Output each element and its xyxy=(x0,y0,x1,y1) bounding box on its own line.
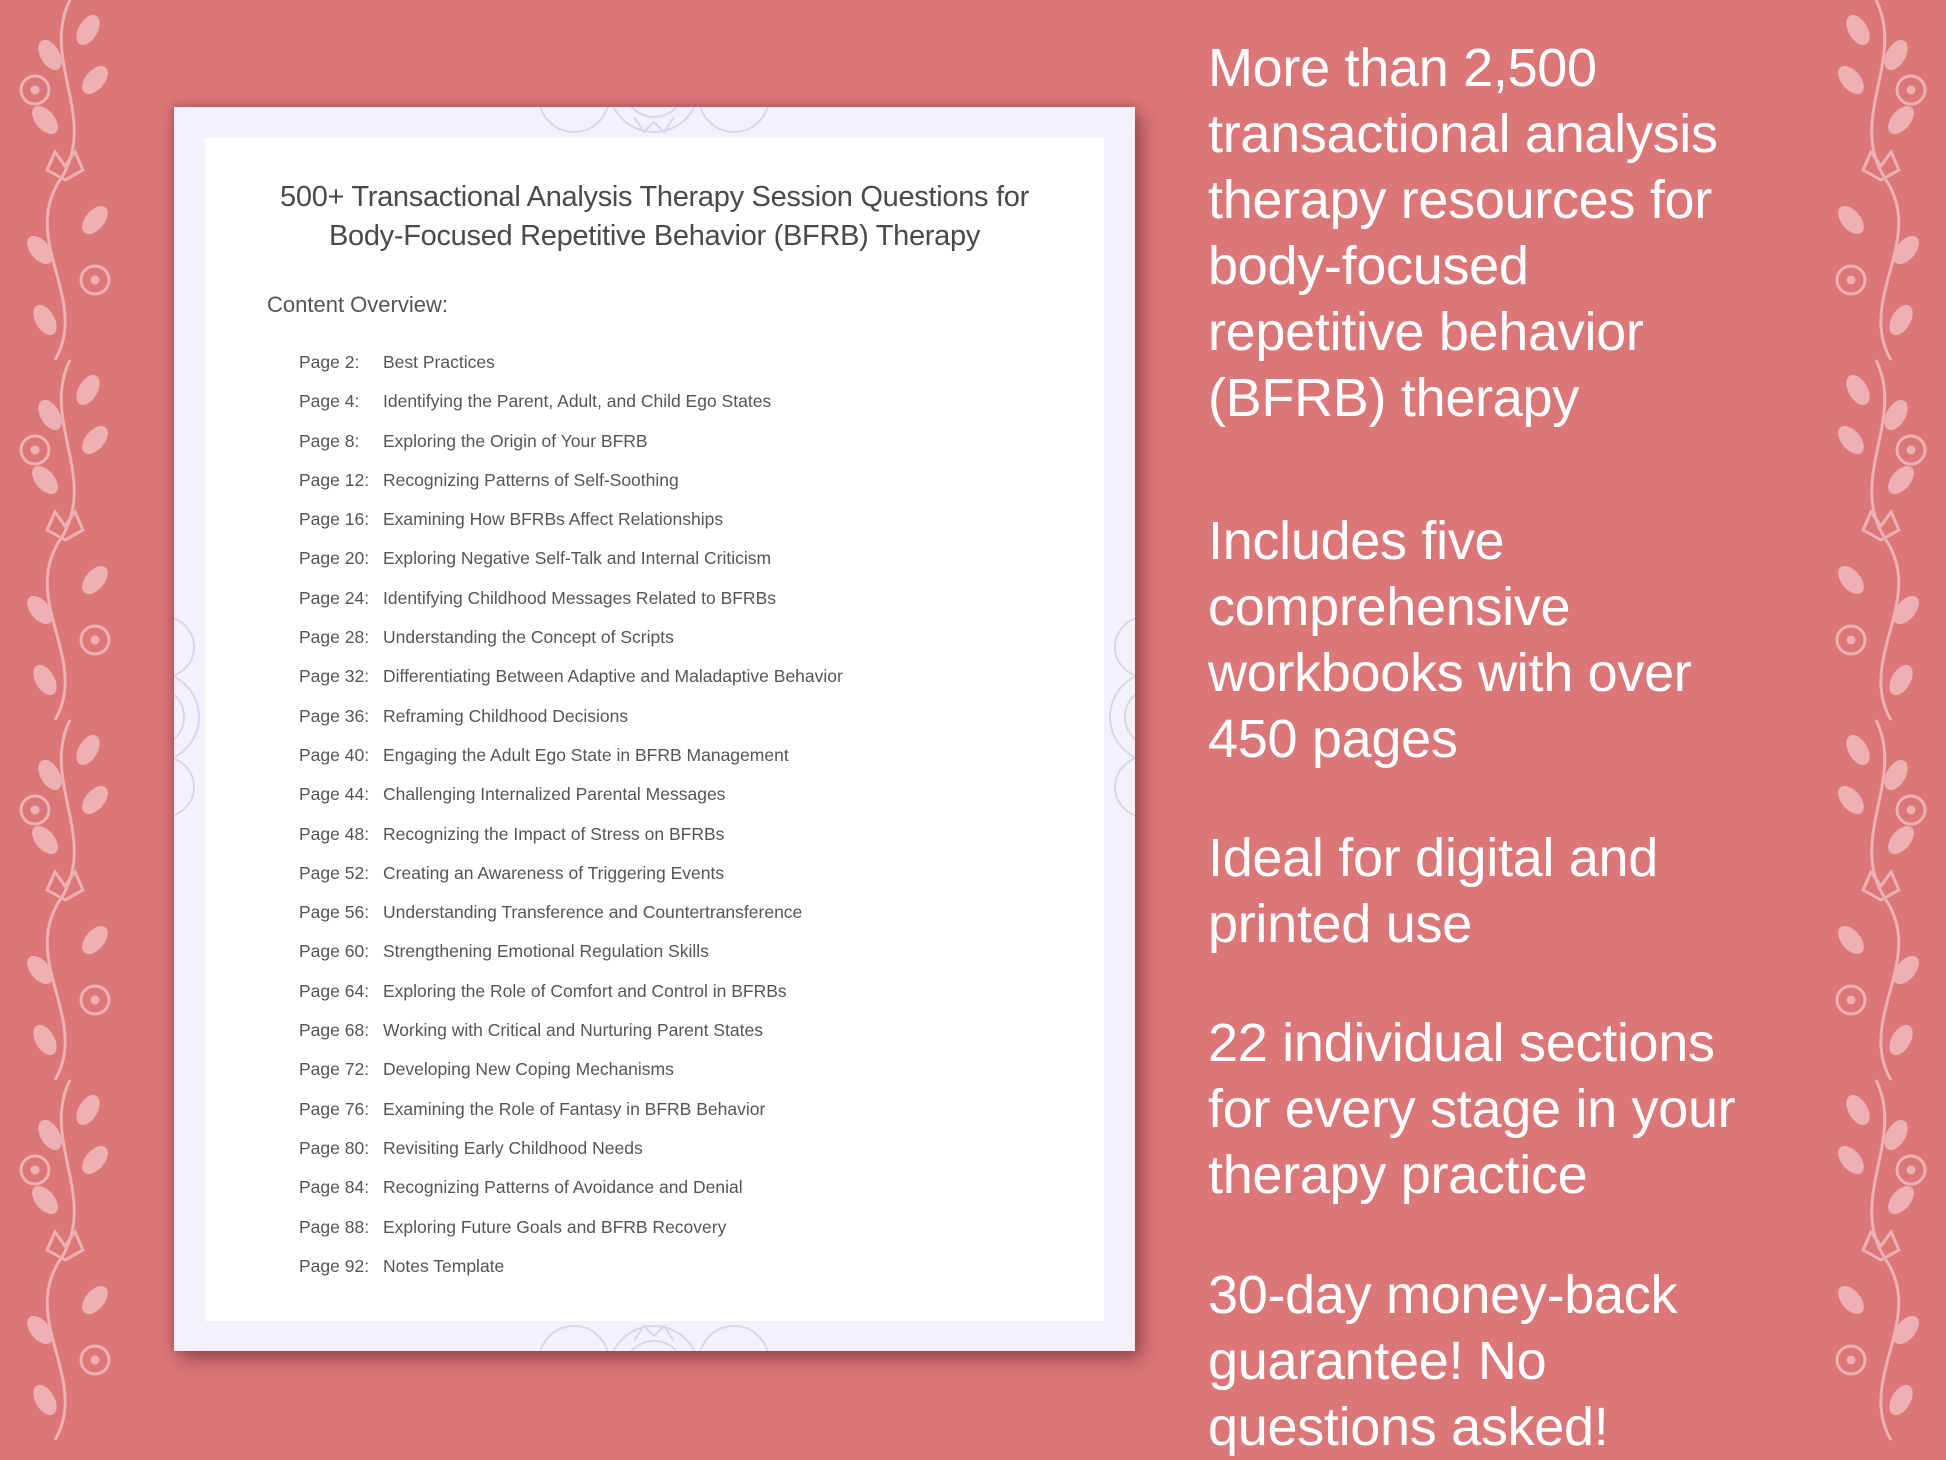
feature-line: body-focused xyxy=(1208,236,1529,296)
table-of-contents xyxy=(299,343,843,1286)
toc-page-number: Page 32: xyxy=(299,666,370,687)
toc-item xyxy=(299,736,843,775)
toc-page-number: Page 68: xyxy=(299,1020,370,1041)
toc-title: Exploring the Origin of Your BFRB xyxy=(383,430,648,451)
feature-line: questions asked! xyxy=(1208,1397,1609,1457)
feature-line: workbooks with over xyxy=(1208,643,1692,703)
toc-item xyxy=(299,815,843,854)
feature-line: 30-day money-back xyxy=(1208,1265,1678,1325)
feature-line: transactional analysis xyxy=(1208,104,1718,164)
toc-item xyxy=(299,343,843,382)
feature-line: More than 2,500 xyxy=(1208,38,1597,98)
toc-title: Differentiating Between Adaptive and Maladaptive Behavior xyxy=(383,666,843,687)
feature-line: therapy practice xyxy=(1208,1145,1588,1205)
mandala-ornament-icon xyxy=(514,1319,794,1351)
toc-title: Reframing Childhood Decisions xyxy=(383,705,629,726)
toc-title: Examining the Role of Fantasy in BFRB Behavior xyxy=(383,1098,766,1119)
toc-item xyxy=(299,697,843,736)
toc-item xyxy=(299,854,843,893)
toc-title: Recognizing the Impact of Stress on BFRBs xyxy=(383,823,725,844)
toc-item xyxy=(299,1129,843,1168)
document-title-line-2: Body-Focused Repetitive Behavior (BFRB) Therapy xyxy=(328,220,981,252)
toc-title: Notes Template xyxy=(383,1255,505,1276)
toc-title: Creating an Awareness of Triggering Events xyxy=(383,862,725,883)
toc-page-number: Page 44: xyxy=(299,784,370,805)
feature-digital-print xyxy=(1208,825,1928,957)
toc-title: Identifying Childhood Messages Related to BFRBs xyxy=(383,587,776,608)
feature-line: 450 pages xyxy=(1208,709,1458,769)
toc-title: Engaging the Adult Ego State in BFRB Management xyxy=(383,744,789,765)
toc-item xyxy=(299,657,843,696)
toc-page-number: Page 56: xyxy=(299,902,370,923)
toc-page-number: Page 88: xyxy=(299,1216,370,1237)
toc-title: Understanding the Concept of Scripts xyxy=(383,627,674,648)
mandala-ornament-icon xyxy=(1103,607,1135,827)
toc-page-number: Page 2: xyxy=(299,352,360,372)
toc-title: Understanding Transference and Countertransference xyxy=(383,902,803,923)
toc-item xyxy=(299,539,843,578)
document-title-line-1: 500+ Transactional Analysis Therapy Session Questions for xyxy=(280,181,1029,213)
toc-item xyxy=(299,1011,843,1050)
toc-page-number: Page 16: xyxy=(299,509,370,530)
toc-title: Revisiting Early Childhood Needs xyxy=(383,1137,643,1158)
toc-title: Recognizing Patterns of Self-Soothing xyxy=(383,469,679,490)
toc-page-number: Page 12: xyxy=(299,469,370,490)
document-title xyxy=(205,178,1104,256)
toc-item xyxy=(299,893,843,932)
toc-title: Exploring Negative Self-Talk and Internal Criticism xyxy=(383,548,772,569)
toc-item xyxy=(299,500,843,539)
toc-page-number: Page 24: xyxy=(299,587,370,608)
toc-item xyxy=(299,932,843,971)
toc-item xyxy=(299,1168,843,1207)
toc-item xyxy=(299,1247,843,1286)
toc-page-number: Page 64: xyxy=(299,980,370,1001)
toc-title: Best Practices xyxy=(383,352,495,372)
toc-page-number: Page 72: xyxy=(299,1059,370,1080)
feature-line: Includes five xyxy=(1208,511,1505,571)
toc-item xyxy=(299,382,843,421)
feature-line: printed use xyxy=(1208,894,1472,954)
toc-title: Strengthening Emotional Regulation Skills xyxy=(383,941,709,962)
feature-line: guarantee! No xyxy=(1208,1331,1547,1391)
toc-page-number: Page 20: xyxy=(299,548,370,569)
feature-workbooks xyxy=(1208,508,1928,772)
toc-item xyxy=(299,1208,843,1247)
toc-page-number: Page 4: xyxy=(299,391,360,412)
toc-item xyxy=(299,972,843,1011)
toc-title: Identifying the Parent, Adult, and Child Ego States xyxy=(383,391,772,412)
toc-item xyxy=(299,422,843,461)
toc-page-number: Page 36: xyxy=(299,705,370,726)
toc-title: Developing New Coping Mechanisms xyxy=(383,1059,674,1080)
toc-page-number: Page 40: xyxy=(299,744,370,765)
toc-item xyxy=(299,618,843,657)
toc-title: Challenging Internalized Parental Messages xyxy=(383,784,726,805)
feature-line: comprehensive xyxy=(1208,577,1571,637)
toc-title: Working with Critical and Nurturing Parent States xyxy=(383,1020,763,1041)
toc-title: Exploring the Role of Comfort and Control in BFRBs xyxy=(383,980,787,1001)
toc-page-number: Page 52: xyxy=(299,862,370,883)
toc-item xyxy=(299,1050,843,1089)
toc-item xyxy=(299,775,843,814)
content-overview-label: Content Overview: xyxy=(267,292,448,317)
mandala-ornament-icon xyxy=(514,107,794,139)
toc-title: Exploring Future Goals and BFRB Recovery xyxy=(383,1216,727,1237)
toc-item xyxy=(299,579,843,618)
toc-item xyxy=(299,1090,843,1129)
feature-line: therapy resources for xyxy=(1208,170,1712,230)
feature-line: (BFRB) therapy xyxy=(1208,368,1579,428)
toc-page-number: Page 60: xyxy=(299,941,370,962)
feature-guarantee xyxy=(1208,1262,1928,1460)
feature-line: for every stage in your xyxy=(1208,1079,1736,1139)
toc-page-number: Page 84: xyxy=(299,1177,370,1198)
toc-page-number: Page 80: xyxy=(299,1137,370,1158)
floral-vine-left-icon xyxy=(0,0,140,1460)
feature-sections xyxy=(1208,1010,1928,1208)
feature-line: Ideal for digital and xyxy=(1208,828,1659,888)
toc-page-number: Page 28: xyxy=(299,627,370,648)
toc-item xyxy=(299,461,843,500)
toc-page-number: Page 92: xyxy=(299,1255,370,1276)
feature-line: 22 individual sections xyxy=(1208,1013,1715,1073)
toc-page-number: Page 76: xyxy=(299,1098,370,1119)
document-preview xyxy=(174,107,1135,1351)
toc-page-number: Page 48: xyxy=(299,823,370,844)
toc-title: Examining How BFRBs Affect Relationships xyxy=(383,509,724,530)
mandala-ornament-icon xyxy=(174,607,206,827)
document-page xyxy=(205,138,1104,1321)
toc-title: Recognizing Patterns of Avoidance and Denial xyxy=(383,1177,743,1198)
feature-resources xyxy=(1208,35,1928,431)
toc-page-number: Page 8: xyxy=(299,430,360,451)
feature-line: repetitive behavior xyxy=(1208,302,1644,362)
